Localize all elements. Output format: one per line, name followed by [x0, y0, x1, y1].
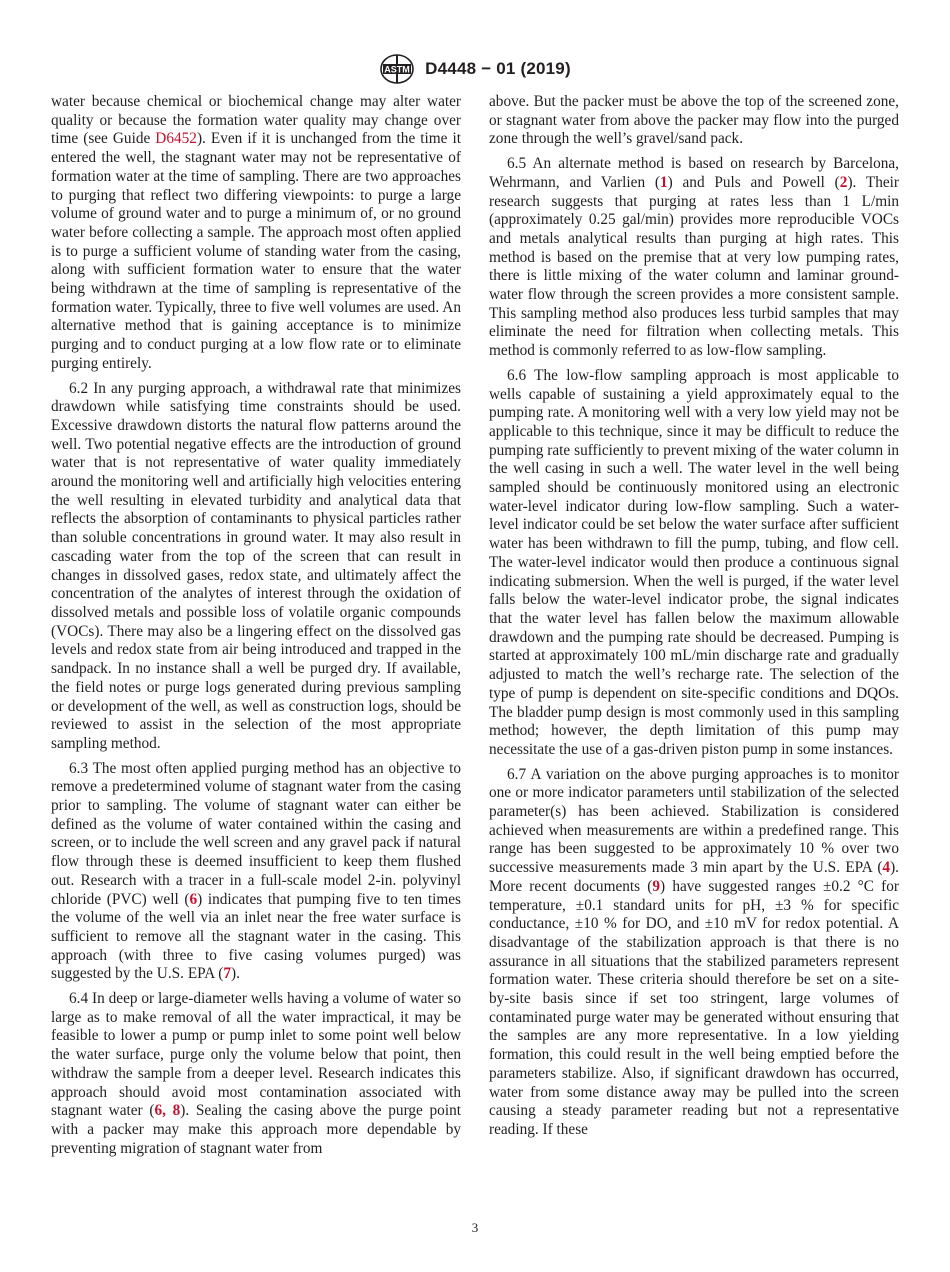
reference-link[interactable]: 4 [882, 859, 891, 877]
paragraph-6-3 [51, 760, 461, 984]
text-run: ) have suggested ranges ±0.2 °C for temperature, ±0.1 standard units for pH, ±3 % for specific conductance, ±10 % for DO, and ±10 mV for redox potential. A disadvantage of the stabilization approach is that there is no assurance in all situations that the stabilized parameters represent formation water. These criteria should therefore be set on a site-by-site basis since if set too stringent, large volumes of contaminated purge water may be generated without ensuring that the samples are any more representative. In a low yielding formation, this could result in the well being emptied before the parameters stabilize. Also, if significant drawdown has occurred, water from some distance away may be pulled into the screen causing a steady parameter reading but not a representative reading. If these [489, 877, 899, 1138]
reference-link[interactable]: 7 [223, 965, 232, 983]
text-run: ) indicates that pumping five to ten times the volume of the well via an inlet near the free water surface is sufficient to remove all the stagnant water in the casing. This approach (with three to five casing volumes purged) was suggested by the U.S. EPA ( [51, 890, 462, 983]
paragraph-6-6: 6.6 The low-flow sampling approach is most applicable to wells capable of sustaining a yield approximately equal to the pumping rate. A monitoring well with a very low yield may not be applicable to this technique, since it may be difficult to reduce the pumping rate sufficiently to prevent mixing of the water column in the well casing in such a well. The water level in the well being sampled should be continuously monitored using an electronic water-level indicator during low-flow sampling. Such a water-level indicator could be set below the water surface after sufficient water has been withdrawn to fill the pump, tubing, and flow cell. The water-level indicator would then produce a continuous signal indicating submersion. When the well is purged, if the water level falls below the water-level indicator probe, the signal indicates that the water level has fallen below the maximum allowable drawdown and the pumping rate should be decreased. Pumping is started at approximately 100 mL/min discharge rate and gradually adjusted to match the well’s recharge rate. The selection of the type of pump is dependent on site-specific conditions and DQOs. The bladder pump design is most commonly used in this sampling method; however, the depth limitation of this pump may necessitate the use of a gas-driven piston pump in some instances. [489, 366, 899, 758]
text-run: 6.5 An alternate method is based on research by Barcelona, Wehrmann, and Varlien ( [489, 155, 899, 191]
reference-link[interactable]: 9 [652, 877, 661, 895]
text-run: ). [231, 965, 240, 983]
svg-text:ASTM: ASTM [384, 64, 410, 75]
paragraph-continued [51, 93, 461, 374]
paragraph-6-4 [51, 990, 461, 1158]
guide-link[interactable]: D6452 [155, 130, 197, 148]
text-run: 6.4 In deep or large-diameter wells having a volume of water so large as to make removal of all the water impractical, it may be feasible to lower a pump or pump inlet to some point well below the water surface, purge only the volume below that point, then withdraw the sample from a deeper level. Research indicates this approach should avoid most contamination associated with stagnant water ( [51, 990, 461, 1120]
paragraph-6-2: 6.2 In any purging approach, a withdrawal rate that minimizes drawdown while satisfying time constraints should be used. Excessive drawdown distorts the natural flow patterns around the well. Two potential negative effects are the introduction of ground water that is not representative of water quality immediately around the monitoring well and artificially high velocities entering the well resulting in elevated turbidity and analytical data that reflects the absorption of contaminants to physical particles rather than soluble concentrations in ground water. It may also result in cascading water from the top of the screen that can result in changes in dissolved gases, redox state, and ultimately affect the concentration of the analytes of interest through the oxidation of dissolved metals and possible loss of volatile organic compounds (VOCs). There may also be a lingering effect on the dissolved gas levels and redox state from air being introduced and trapped in the sandpack. In no instance shall a well be purged dry. If available, the field notes or purge logs generated during previous sampling or development of the well, as well as construction logs, should be reviewed to assist in the selection of the most appropriate sampling method. [51, 379, 461, 752]
left-column [51, 93, 461, 1164]
astm-logo-icon [379, 53, 415, 85]
text-run: ). Even if it is unchanged from the time it entered the well, the stagnant water may not be representative of formation water at the time of sampling. There are two approaches to purging that reflect two differing viewpoints: to purge a large volume of ground water and to purge a minimum of, or no ground water before collecting a sample. The approach most often applied is to purge a sufficient volume of standing water from the casing, along with sufficient formation water to ensure that the water being withdrawn at the time of sampling is representative of the formation water. Typically, three to five well volumes are used. An alternative method that is gaining acceptance is to minimize purging and to conduct purging at a low flow rate or to eliminate purging entirely. [51, 130, 461, 372]
text-run: ) and Puls and Powell ( [667, 173, 840, 191]
page-number: 3 [471, 1220, 479, 1235]
reference-link[interactable]: 6 [189, 890, 198, 908]
paragraph-6-7 [489, 766, 899, 1140]
text-run: ). Their research suggests that purging at rates less than 1 L/min (approximately 0.25 gal/min) provides more reproducible VOCs and metals analytical results than purging at high rates. This method is based on the premise that at very low pumping rates, there is little mixing of the water column and laminar ground-water flow through the screen provides a more consistent sample. This sampling method also produces less turbid samples that may eliminate the need for filtration when collecting metals. This method is commonly referred to as low-flow sampling. [489, 173, 899, 360]
right-column [489, 93, 899, 1146]
text-run: 6.3 The most often applied purging method has an objective to remove a predetermined volume of stagnant water from the casing prior to sampling. The volume of stagnant water can either be defined as the volume of water contained within the casing and screen, or to include the well screen and any gravel pack if natural flow through these is deemed insufficient to keep them flushed out. Research with a tracer in a full-scale model 2-in. polyvinyl chloride (PVC) well ( [51, 759, 461, 908]
paragraph-6-5 [489, 155, 899, 361]
text-run: 6.7 A variation on the above purging approaches is to monitor one or more indicator parameters until stabilization of the selected parameter(s) has been achieved. Stabilization is considered achieved when measurements are within a predefined range. This range has been suggested to be approximately 10 % over two successive measurements made 3 min apart by the U.S. EPA ( [489, 765, 899, 877]
text-run: water because chemical or biochemical change may alter water quality or because the formation water quality may change over time (see Guide [51, 93, 461, 148]
page-header [0, 52, 950, 86]
reference-link[interactable]: 6, 8 [154, 1102, 181, 1120]
reference-link[interactable]: 1 [659, 173, 668, 191]
text-run: ). Sealing the casing above the purge point with a packer may make this approach more dependable by preventing migration of stagnant water from [51, 1102, 461, 1157]
standard-designation: D4448 − 01 (2019) [425, 59, 571, 78]
paragraph-continued: above. But the packer must be above the top of the screened zone, or stagnant water from above the packer may flow into the purged zone through the well’s gravel/sand pack. [489, 93, 899, 148]
text-run: ). More recent documents ( [489, 859, 899, 895]
reference-link[interactable]: 2 [839, 173, 848, 191]
